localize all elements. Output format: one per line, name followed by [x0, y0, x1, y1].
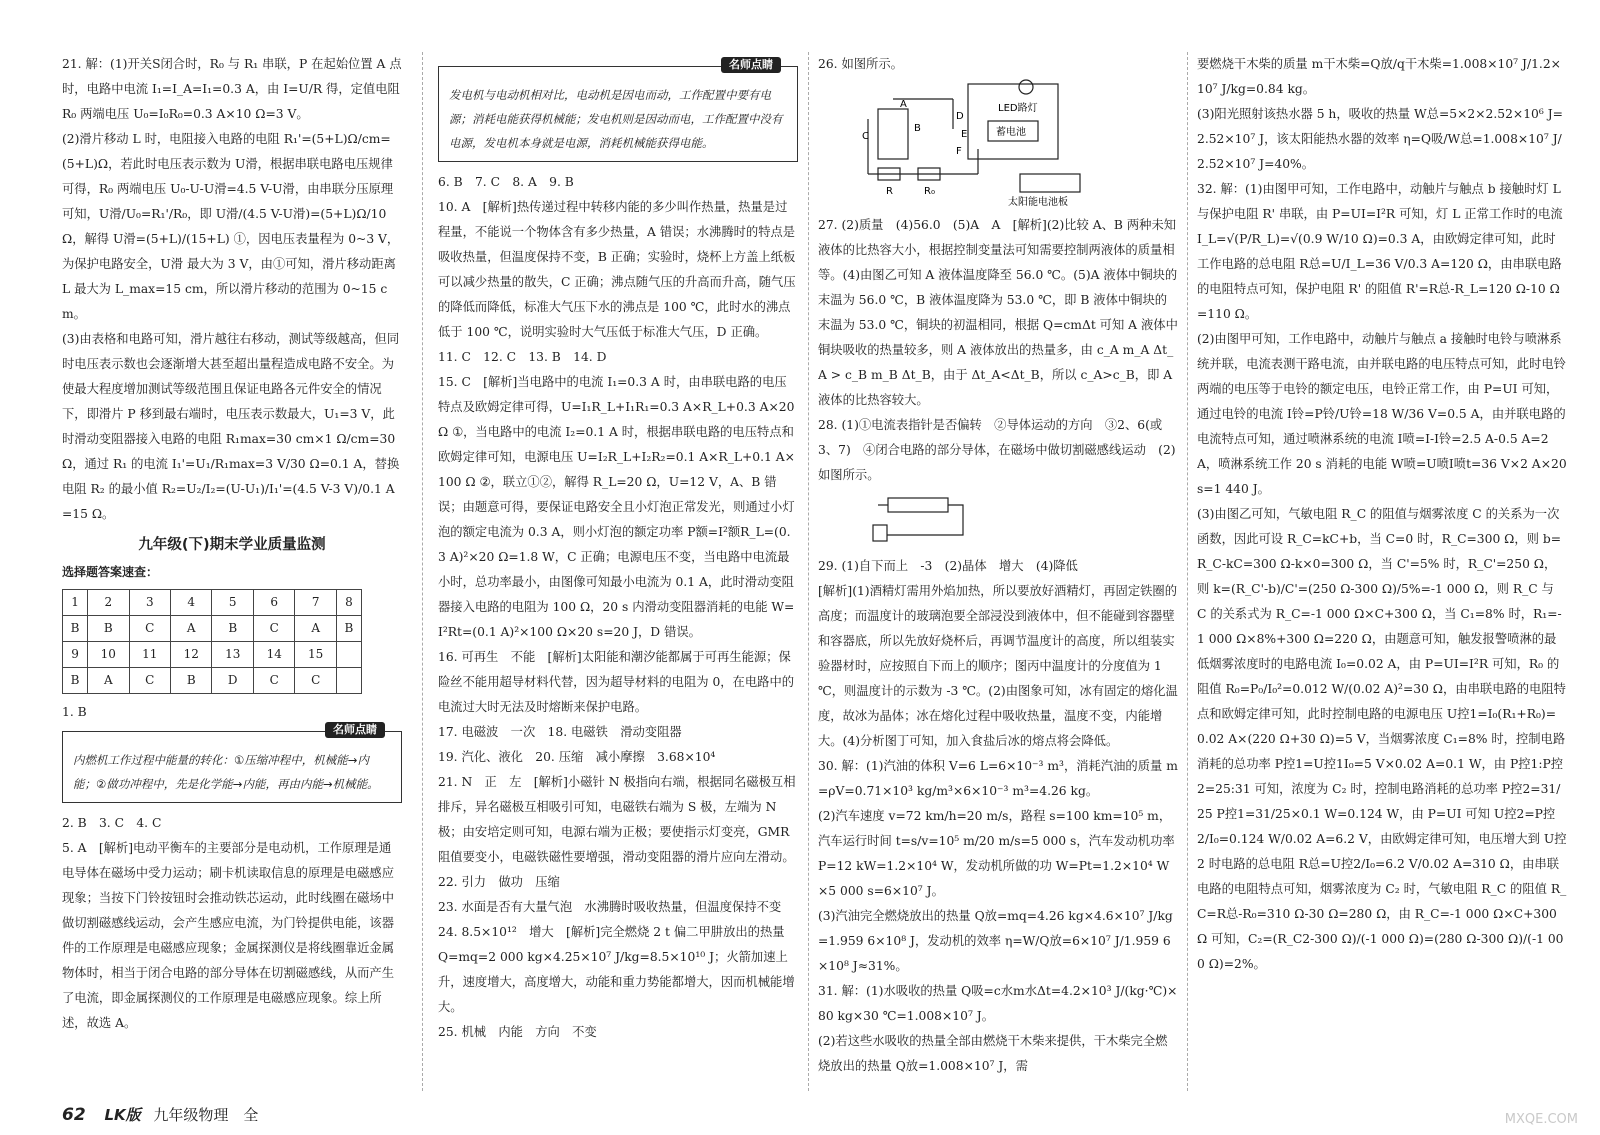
- diagram-label: E: [961, 129, 968, 140]
- table-cell: D: [212, 668, 253, 694]
- diagram-label: C: [862, 131, 869, 142]
- answer-paragraph: [解析](1)酒精灯需用外焰加热，所以要放好酒精灯，再固定铁圈的高度；而温度计的玻璃泡要全部浸没到液体中，但不能碰到容器壁和容器底，所以先放好烧杯后，再调节温度计的高度，所以组装实验器材时，应按照自下而上的顺序；图丙中温度计的分度值为 1 ℃，则温度计的示数为 -3 ℃。(2)由图象可知，冰有固定的熔化温度，故冰为晶体；冰在熔化过程中吸收热量，温度不变，内能增大。(4)分析图丁可知，加入食盐后冰的熔点将会降低。: [818, 584, 1178, 748]
- column-divider: [422, 52, 423, 1091]
- circuit-diagram: [858, 79, 1098, 209]
- table-cell: 15: [295, 642, 336, 668]
- table-cell: 12: [171, 642, 212, 668]
- table-cell: A: [171, 616, 212, 642]
- table-row: [63, 668, 362, 694]
- subject-label: 九年级物理 全: [153, 1106, 259, 1124]
- answer-paragraph: 28. (1)①电流表指针是否偏转 ②导体运动的方向 ③2、6(或 3、7) ④闭合电路的部分导体，在磁场中做切割磁感线运动 (2)如图所示。: [818, 418, 1176, 482]
- electromagnet-coil: [878, 109, 908, 159]
- column-1: [62, 52, 402, 1091]
- column-divider: [808, 52, 809, 1091]
- table-cell: 8: [336, 590, 361, 616]
- answer-paragraph: 15. C [解析]当电路中的电流 I₁=0.3 A 时，由串联电路的电压特点及欧姆定律可得，U=I₁R_L+I₁R₁=0.3 A×R_L+0.3 A×20 Ω ①，当电路中的电流 I₂=0.1 A 时，根据串联电路的电压特点和欧姆定律可知，电源电压 U=I₂R_L+I₂R₂=0.1 A×R_L+0.1 A×100 Ω ②，联立①②，解得 R_L=20 Ω，U=12 V，A、B 错误；由题意可得，要保证电路安全且小灯泡正常发光，则通过小灯泡的额定电流为 0.3 A，则小灯泡的额定功率 P额=I²额R_L=(0.3 A)²×20 Ω=1.8 W，C 正确；电源电压不变，当电路中电流最小时，总功率最小，由图像可知最小电流为 0.1 A，此时滑动变阻器接入电路的电阻为 100 Ω，20 s 内滑动变阻器消耗的电能 W=I²Rt=(0.1 A)²×100 Ω×20 s=20 J，D 错误。: [438, 375, 795, 639]
- table-cell: 10: [88, 642, 129, 668]
- table-cell: 11: [129, 642, 170, 668]
- column-divider: [1187, 52, 1188, 1091]
- answer-paragraph: 2. B 3. C 4. C: [62, 816, 162, 830]
- solar-panel-symbol: [1020, 174, 1080, 192]
- tip-box: [438, 58, 798, 162]
- table-cell: [336, 668, 361, 694]
- column-4: [1197, 52, 1567, 1091]
- table-cell: A: [88, 668, 129, 694]
- tip-tag: 名师点睛: [325, 722, 385, 738]
- table-cell: 3: [129, 590, 170, 616]
- page-number: 62: [62, 1105, 86, 1125]
- watermark: MXQE.COM: [1504, 1112, 1578, 1127]
- diagram-label: A: [900, 99, 907, 110]
- tip-tag: 名师点睛: [721, 57, 781, 73]
- table-cell: B: [63, 668, 88, 694]
- table-row: [63, 590, 362, 616]
- answer-paragraph: 要燃烧干木柴的质量 m干木柴=Q放/q干木柴=1.008×10⁷ J/1.2×10⁷ J/kg=0.84 kg。: [1197, 57, 1561, 96]
- table-cell: 13: [212, 642, 253, 668]
- answer-paragraph: (2)汽车速度 v=72 km/h=20 m/s，路程 s=100 km=10⁵ m，汽车运行时间 t=s/v=10⁵ m/20 m/s=5 000 s，汽车发动机功率 P=12 kW=1.2×10⁴ W，发动机所做的功 W=Pt=1.2×10⁴ W×5 000 s=6×10⁷ J。: [818, 809, 1175, 898]
- meter-symbol: [873, 525, 887, 541]
- table-cell: C: [129, 668, 170, 694]
- answer-paragraph: 5. A [解析]电动平衡车的主要部分是电动机，工作原理是通电导体在磁场中受力运动；刷卡机读取信息的原理是电磁感应现象；当按下门铃按钮时会推动铁芯运动，此时线圈在磁场中做切割磁感线运动，会产生感应电流，为门铃提供电能，该器件的工作原理是电磁感应现象；金属探测仪是将线圈靠近金属物体时，相当于闭合电路的部分导体在切割磁感线，从而产生了电流，即金属探测仪的工作原理是电磁感应现象。综上所述，故选 A。: [62, 841, 395, 1030]
- diagram-label: B: [914, 123, 921, 134]
- coil-symbol: [888, 498, 948, 512]
- table-cell: C: [253, 616, 294, 642]
- diagram-label: F: [956, 146, 962, 157]
- table-cell: C: [295, 668, 336, 694]
- tip-text: 发电机与电动机相对比，电动机是因电而动，工作配置中要有电源；消耗电能获得机械能；发电机则是因动而电，工作配置中没有电源，发电机本身就是电源，消耗机械能获得电能。: [449, 88, 783, 150]
- answer-paragraph: 6. B 7. C 8. A 9. B: [438, 175, 574, 189]
- answer-paragraph: 27. (2)质量 (4)56.0 (5)A A [解析](2)比较 A、B 两种未知液体的比热容大小，根据控制变量法可知需要控制两液体的质量相等。(4)由图乙可知 A 液体温度降至 56.0 ℃。(5)A 液体中铜块的末温为 56.0 ℃，B 液体温度降为 53.0 ℃，即 B 液体中铜块的末温为 53.0 ℃，铜块的初温相同，根据 Q=cmΔt 可知 A 液体中铜块吸收的热量较多，则 A 液体放出的热量多，由 c_A m_A Δt_A > c_B m_B Δt_B，由于 Δt_A<Δt_B，所以 c_A>c_B，即 A 液体的比热容较大。: [818, 218, 1178, 407]
- answer-paragraph: 23. 水面是否有大量气泡 水沸腾时吸收热量，但温度保持不变: [438, 900, 782, 914]
- diagram-label: 蓄电池: [996, 127, 1026, 138]
- answer-paragraph: 25. 机械 内能 方向 不变: [438, 1025, 597, 1039]
- answer-paragraph: 11. C 12. C 13. B 14. D: [438, 350, 607, 364]
- edition-label: LK版: [104, 1106, 141, 1124]
- table-cell: B: [63, 616, 88, 642]
- table-cell: [336, 642, 361, 668]
- answer-paragraph: 29. (1)自下而上 -3 (2)晶体 增大 (4)降低: [818, 559, 1078, 573]
- answer-paragraph: (3)由表格和电路可知，滑片越往右移动，测试等级越高，但同时电压表示数也会逐渐增大甚至超出量程造成电路不安全。为使最大程度增加测试等级范围且保证电路各元件安全的情况下，即滑片 P 移到最右端时，电压表示数最大，U₁=3 V，此时滑动变阻器接入电路的电阻 R₁max=30 cm×1 Ω/cm=30 Ω，通过 R₁ 的电流 I₁'=U₁/R₁max=3 V/30 Ω=0.1 A，替换电阻 R₂ 的最小值 R₂=U₂/I₂=(U-U₁)/I₁'=(4.5 V-3 V)/0.1 A=15 Ω。: [62, 332, 400, 521]
- table-cell: 14: [253, 642, 294, 668]
- table-cell: B: [212, 616, 253, 642]
- answer-paragraph: (2)若这些水吸收的热量全部由燃烧干木柴来提供，干木柴完全燃烧放出的热量 Q放=1.008×10⁷ J，需: [818, 1034, 1168, 1073]
- table-cell: B: [88, 616, 129, 642]
- table-cell: 5: [212, 590, 253, 616]
- table-row: [63, 616, 362, 642]
- wire: [887, 505, 963, 535]
- answer-paragraph: 19. 汽化、液化 20. 压缩 减小摩擦 3.68×10⁴: [438, 750, 716, 764]
- answer-paragraph: 32. 解：(1)由图甲可知，工作电路中，动触片与触点 b 接触时灯 L 与保护电阻 R' 串联，由 P=UI=I²R 可知，灯 L 正常工作时的电流 I_L=√(P/R_L)=√(0.9 W/10 Ω)=0.3 A，由欧姆定律可知，此时工作电路的总电阻 R总=U/I_L=36 V/0.3 A=120 Ω，由串联电路的电阻特点可知，保护电阻 R' 的阻值 R'=R总-R_L=120 Ω-10 Ω=110 Ω。: [1197, 182, 1563, 321]
- answer-paragraph: 31. 解：(1)水吸收的热量 Q吸=c水m水Δt=4.2×10³ J/(kg·℃)×80 kg×30 ℃=1.008×10⁷ J。: [818, 984, 1178, 1023]
- page-footer: [62, 1104, 258, 1125]
- answer-paragraph: 10. A [解析]热传递过程中转移内能的多少叫作热量，热量是过程量，不能说一个物体含有多少热量，A 错误；水沸腾时的特点是吸收热量，但温度保持不变，B 正确；实验时，烧杯上方盖上纸板可以减少热量的散失，C 正确；沸点随气压的升高而升高，随气压的降低而降低，标准大气压下水的沸点是 100 ℃，此时水的沸点低于 100 ℃，说明实验时大气压低于标准大气压，D 正确。: [438, 200, 796, 339]
- table-cell: A: [295, 616, 336, 642]
- answer-paragraph: 17. 电磁波 一次 18. 电磁铁 滑动变阻器: [438, 725, 682, 739]
- table-cell: 7: [295, 590, 336, 616]
- diagram-label: R₀: [924, 186, 935, 197]
- answer-paragraph: (3)阳光照射该热水器 5 h，吸收的热量 W总=5×2×2.52×10⁶ J=2.52×10⁷ J，该太阳能热水器的效率 η=Q吸/W总=1.008×10⁷ J/2.52×10⁷ J=40%。: [1197, 107, 1563, 171]
- diagram-label: 太阳能电池板: [1008, 197, 1068, 208]
- diagram-label: R: [886, 186, 893, 197]
- answer-paragraph: 16. 可再生 不能 [解析]太阳能和潮汐能都属于可再生能源；保险丝不能用超导材料代替，因为超导材料的电阻为 0，在电路中的电流过大时无法及时熔断来保护电路。: [438, 650, 795, 714]
- table-cell: B: [171, 668, 212, 694]
- column-2: [438, 52, 798, 1091]
- section-heading: 九年级(下)期末学业质量监测: [138, 537, 326, 553]
- table-cell: 2: [88, 590, 129, 616]
- tip-text: 内燃机工作过程中能量的转化：①压缩冲程中，机械能→内能；②做功冲程中，先是化学能→内能，再由内能→机械能。: [73, 753, 379, 791]
- answer-paragraph: 22. 引力 做功 压缩: [438, 875, 560, 889]
- answer-paragraph: (2)由图甲可知，工作电路中，动触片与触点 a 接触时电铃与喷淋系统并联，电流表测干路电流，由并联电路的电压特点可知，此时电铃两端的电压等于电铃的额定电压，电铃正常工作，由 P=UI 可知，通过电铃的电流 I铃=P铃/U铃=18 W/36 V=0.5 A，由并联电路的电流特点可知，通过喷淋系统的电流 I喷=I-I铃=2.5 A-0.5 A=2 A，喷淋系统工作 20 s 消耗的电能 W喷=U喷I喷t=36 V×2 A×20 s=1 440 J。: [1197, 332, 1567, 496]
- diagram-label: LED路灯: [998, 103, 1038, 114]
- answer-paragraph: 21. 解：(1)开关S闭合时，R₀ 与 R₁ 串联，P 在起始位置 A 点时，电路中电流 I₁=I_A=I₁=0.3 A，由 I=U/R 得，定值电阻 R₀ 两端电压 U₀=I₀R₀=0.3 A×10 Ω=3 V。: [62, 57, 402, 121]
- column-3: [818, 52, 1178, 1091]
- diagram-label: D: [956, 111, 964, 122]
- table-row: [63, 642, 362, 668]
- quick-answer-label: 选择题答案速查：: [62, 565, 159, 579]
- table-cell: 1: [63, 590, 88, 616]
- table-cell: 9: [63, 642, 88, 668]
- table-cell: C: [129, 616, 170, 642]
- tip-box: [62, 723, 402, 803]
- induction-diagram: [858, 490, 978, 550]
- answer-paragraph: (3)汽油完全燃烧放出的热量 Q放=mq=4.26 kg×4.6×10⁷ J/kg=1.959 6×10⁸ J，发动机的效率 η=W/Q放=6×10⁷ J/1.959 6×10⁸ J≈31%。: [818, 909, 1173, 973]
- answer-paragraph: 26. 如图所示。: [818, 57, 903, 71]
- answer-paragraph: 21. N 正 左 [解析]小磁针 N 极指向右端，根据同名磁极互相排斥，异名磁极互相吸引可知，电磁铁右端为 S 极，左端为 N 极；由安培定则可知，电源右端为正极；要使指示灯变亮，GMR 阻值要变小，电磁铁磁性要增强，滑动变阻器的滑片应向左滑动。: [438, 775, 796, 864]
- answer-key-table: [62, 589, 362, 694]
- answer-paragraph: 1. B: [62, 705, 87, 719]
- table-cell: 6: [253, 590, 294, 616]
- table-cell: 4: [171, 590, 212, 616]
- answer-paragraph: 24. 8.5×10¹² 增大 [解析]完全燃烧 2 t 偏二甲肼放出的热量 Q=mq=2 000 kg×4.25×10⁷ J/kg=8.5×10¹⁰ J；火箭加速上升，速度增大，高度增大，动能和重力势能都增大，因而机械能增大。: [438, 925, 795, 1014]
- led-lamp-symbol: [1019, 80, 1033, 94]
- answer-paragraph: 30. 解：(1)汽油的体积 V=6 L=6×10⁻³ m³，消耗汽油的质量 m=ρV=0.71×10³ kg/m³×6×10⁻³ m³=4.26 kg。: [818, 759, 1178, 798]
- answer-paragraph: (3)由图乙可知，气敏电阻 R_C 的阻值与烟雾浓度 C 的关系为一次函数，因此可设 R_C=kC+b，当 C=0 时，R_C=300 Ω，则 b=R_C-kC=300 Ω-k×0=300 Ω，当 C'=5% 时，R_C'=250 Ω，则 k=(R_C'-b)/C'=(250 Ω-300 Ω)/5%=-1 000 Ω，则 R_C 与 C 的关系式为 R_C=-1 000 Ω×C+300 Ω，当 C₁=8% 时，R₁=-1 000 Ω×8%+300 Ω=220 Ω，由题意可知，触发报警喷淋的最低烟雾浓度时的电路电流 I₀=0.02 A，由 P=UI=I²R 可知，R₀ 的阻值 R₀=P₀/I₀²=0.012 W/(0.02 A)²=30 Ω，由串联电路的电阻特点和欧姆定律可知，此时控制电路的电源电压 U控1=I₀(R₁+R₀)=0.02 A×(220 Ω+30 Ω)=5 V，当烟雾浓度 C₁=8% 时，控制电路消耗的总功率 P控1=U控1I₀=5 V×0.02 A=0.1 W，由 P控1:P控2=25:31 可知，浓度为 C₂ 时，控制电路消耗的总功率 P控2=31/25 P控1=31/25×0.1 W=0.124 W，由 P=UI 可知 U控2=P控2/I₀=0.124 W/0.02 A=6.2 V，由欧姆定律可知，电压增大到 U控2 时电路的总电阻 R总=U控2/I₀=6.2 V/0.02 A=310 Ω，由串联电路的电阻特点可知，烟雾浓度为 C₂ 时，气敏电阻 R_C 的阻值 R_C=R总-R₀=310 Ω-30 Ω=280 Ω，由 R_C=-1 000 Ω×C+300 Ω 可知，C₂=(R_C2-300 Ω)/(-1 000 Ω)=(280 Ω-300 Ω)/(-1 000 Ω)=2%。: [1197, 507, 1567, 971]
- table-cell: C: [253, 668, 294, 694]
- table-cell: B: [336, 616, 361, 642]
- answer-paragraph: (2)滑片移动 L 时，电阻接入电路的电阻 R₁'=(5+L)Ω/cm=(5+L)Ω，若此时电压表示数为 U滑，根据串联电路电压规律可得，R₀ 两端电压 U₀-U-U滑=4.5 V-U滑，由串联分压原理可知，U滑/U₀=R₁'/R₀，即 U滑/(4.5 V-U滑)=(5+L)Ω/10 Ω，解得 U滑=(5+L)/(15+L) ①，因电压表量程为 0~3 V，为保护电路安全，U滑 最大为 3 V，由①可知，滑片移动距离 L 最大为 L_max=15 cm，所以滑片移动的范围为 0~15 cm。: [62, 132, 400, 321]
